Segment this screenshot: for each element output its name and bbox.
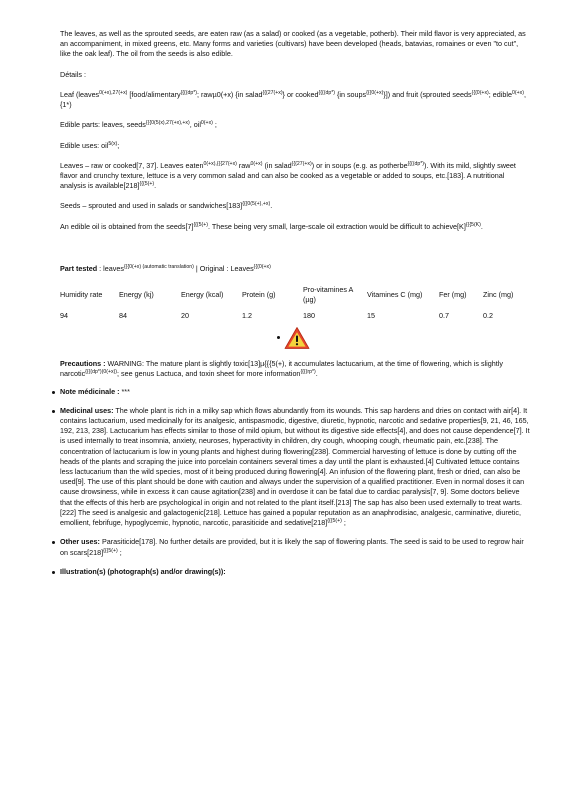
table-header-cell: Fer (mg)	[439, 289, 467, 299]
properties-list	[60, 387, 530, 578]
table-cell: 0.2	[483, 310, 493, 320]
leaf-line: Leaf (leaves$^{0(+x),27(+x)}$ [food/alimentary$^{\{\{\{(dp*)}$; rawµ0(+x) {in salad$^{\{\{\{27(+x)}$} or cooked$^{\{\{\{(dp*)}$ {in soups$^{\{\{\{0(+x)}$}]) and fruit (sprouted seeds$^{\{\{\{0(+x)}$; edible$^{0(+x)}$,{1*)	[60, 89, 526, 110]
nutrition-value-row	[60, 308, 530, 324]
seeds-line: Seeds – sprouted and used in salads or $sandwiches[183]^{\{\{\{0(5(+),+x)}$.	[60, 201, 273, 211]
table-cell: 180	[303, 310, 315, 320]
table-header-cell: Humidity rate	[60, 289, 103, 299]
other-uses-label: Other uses:	[60, 537, 100, 547]
bullet	[52, 391, 55, 394]
part-tested-line: Part tested : leaves$^{\{\{\{0(+x) (automatic translation)}$ | Original : Leaves$^{\{\{\{0(+x)}$	[60, 263, 271, 273]
illustration-label: Illustration(s) (photograph(s) and/or drawing(s)):	[60, 566, 226, 576]
leaves-paragraph: Leaves – raw or cooked[7, 37]. Leaves eaten$^{0(+x),\{\{\{27(+x)}$ raw$^{0(+x)}$ (in salad$^{\{\{\{27(+x)}$) or in soups (e.g. as potherbe$^{\{\{\{(dp*)}$). With its mild, slightly sweet flavor and crunchy texture, lettuce is a very common salad and can also be cooked as a vegetable or added to soups, etc.[183]. A nutritional analysis is $available[218]^{\{\{\{5(+)}$.	[60, 160, 516, 191]
bullet	[52, 571, 55, 574]
table-cell: 1.2	[242, 310, 252, 320]
medicinal-uses-text: The whole plant is rich in a milky sap which flows abundantly from its wounds. This sap hardens and dries on contact with air[4]. It contains lactucarium, used medicinally for its analgesic, antispasmodic, digestive, diuretic, hypnotic, narcotic and sedative properties[9, 21, 46, 165, 192, 213, 238]. Lactucarium has effects similar to those of mild opium, but without its digestive side effects[4], and does not cause dependence[7]. It is used internally to treat insomnia, anxiety, neuroses, hyperactivity in children, dry cough, whooping cough, rheumatic pain, etc.[238]. The concentration of lactucarium is low in young plants and highest during flowering[238]. Commercial harvesting of lettuce is done by cutting off the heads of the plants and scraping the juice into porcelain containers several times a day until the plant is exhausted.[4] Cultivated lettuce contains less lactucarium than the wild species, most of it being produced during flowering[4]. An infusion of the flowering plant, fresh or dried, can also be used[9]. The use of this plant should be done with caution and always under the supervision of a qualified practitioner. Even in normal doses it can cause drowsiness, while in excess it can cause agitation[238] and in overdose it can be fatal due to cardiac paralysis[7, 9]. Some doctors believe that the effects of this herb are psychological in origin and not related to the plant itself.[213] The sap has also been used externally to treat warts.[222] The seed is analgesic and galactogenic[218]. Lettuce has gained a popular reputation as an anaphrodisiac, analgesic, carminative, diuretic, emollient, febrifuge, hypoglycemic, hypnotic, narcotic, parasiticide and sedative[218]	[60, 405, 530, 528]
note-medicinale-label: Note médicinale :	[60, 386, 120, 396]
note-medicinale-value: ***	[119, 386, 130, 396]
other-uses-text: Parasiticide[178]. No further details are provided, but it is likely the sap of flowering plants. The seed is said to be used to regrow hair on scars[218]	[60, 537, 524, 557]
table-header-cell: Vitamines C (mg)	[367, 289, 423, 299]
warning-triangle-icon	[284, 326, 310, 350]
warning-row	[60, 326, 530, 352]
bullet	[277, 336, 280, 339]
medicinal-uses-label: Medicinal uses:	[60, 405, 114, 415]
oil-paragraph: An edible oil is obtained from the $seeds[7]^{\{\{\{5(+)}$. These being very small, large-scale oil extraction would be difficult to $achieve[K]^{\{\{\{5(K)}$.	[60, 221, 483, 231]
table-header-cell: Pro-vitamines A (µg)	[303, 284, 353, 305]
document-body	[60, 29, 530, 586]
table-cell: 20	[181, 310, 189, 320]
list-item	[60, 387, 530, 397]
part-tested-label: Part tested	[60, 263, 98, 273]
table-cell: 0.7	[439, 310, 449, 320]
table-cell: 15	[367, 310, 375, 320]
nutrition-table	[60, 282, 530, 324]
details-label: Détails :	[60, 69, 86, 79]
table-header-cell: Protein (g)	[242, 289, 276, 299]
bullet	[52, 410, 55, 413]
nutrition-header-row	[60, 282, 530, 308]
intro-paragraph: The leaves, as well as the sprouted seeds, are eaten raw (as a salad) or cooked (as a vegetable, potherb). Their mild flavor is very appreciated, as an accompaniment, in mixed greens, etc. Many forms and varieties (cultivars) have been developed (heads, batavias, romaines or even "to cut", like the oak leaf). The oil from the seeds is also edible.	[60, 29, 526, 59]
list-item: Medicinal uses: The whole plant is rich in a milky sap which flows abundantly from its wounds. This sap hardens and dries on contact with air[4]. It contains lactucarium, used medicinally for its analgesic, antispasmodic, digestive, diuretic, hypnotic, narcotic and sedative properties[9, 21, 46, 165, 192, 213, 238]. Lactucarium has effects similar to those of mild opium, but without its digestive side effects[4], and does not cause dependence[7]. It is used internally to treat insomnia, anxiety, neuroses, hyperactivity in children, dry cough, whooping cough, rheumatic pain, etc.[238]. The concentration of lactucarium is low in young plants and highest during flowering[238]. Commercial harvesting of lettuce is done by cutting off the heads of the plants and scraping the juice into porcelain containers several times a day until the plant is exhausted.[4] Cultivated lettuce contains less lactucarium than the wild species, most of it being produced during flowering[4]. An infusion of the flowering plant, fresh or dried, can also be used[9]. The use of this plant should be done with caution and always under the supervision of a qualified practitioner. Even in normal doses it can cause drowsiness, while in excess it can cause agitation[238] and in overdose it can be fatal due to cardiac paralysis[7, 9]. Some doctors believe that the effects of this herb are psychological in origin and not related to the plant itself.[213] The sap has also been used externally to treat warts.[222] The seed is analgesic and galactogenic[218]. Lettuce has gained a popular reputation as an anaphrodisiac, analgesic, carminative, diuretic, emollient, febrifuge, hypoglycemic, hypnotic, narcotic, parasiticide and $sedative[218]^{\{\{\{5(+)}$ ;	[60, 406, 530, 529]
table-header-cell: Energy (kcal)	[181, 289, 224, 299]
table-cell: 94	[60, 310, 68, 320]
bullet	[52, 541, 55, 544]
table-cell: 84	[119, 310, 127, 320]
edible-parts-line: Edible parts: leaves, seeds$^{\{\{\{0(5(x),27(+x),+x)}$, oil$^{0(+x)}$ ;	[60, 120, 217, 130]
table-header-cell: Energy (kj)	[119, 289, 154, 299]
table-header-cell: Zinc (mg)	[483, 289, 514, 299]
precautions-label: Precautions :	[60, 359, 106, 369]
precautions-paragraph: Precautions : WARNING: The mature plant is slightly toxic[13]µ{{{5(+), it accumulates lactucarium, at the time of flowering, which is slightly narcotic$^{\{\{\{(dp*)(0(+x))}$; see genus Lactuca, and toxin sheet for more information$^{\{\{\{(rp*)}$.	[60, 359, 503, 379]
edible-uses-line: Edible uses: oil$^{5(x)}$;	[60, 140, 120, 150]
list-item: Other uses: Parasiticide[178]. No further details are provided, but it is likely the sap of flowering plants. The seed is said to be used to regrow hair on $scars[218]^{\{\{\{5(+)}$ ;	[60, 537, 530, 557]
list-item	[60, 567, 530, 577]
